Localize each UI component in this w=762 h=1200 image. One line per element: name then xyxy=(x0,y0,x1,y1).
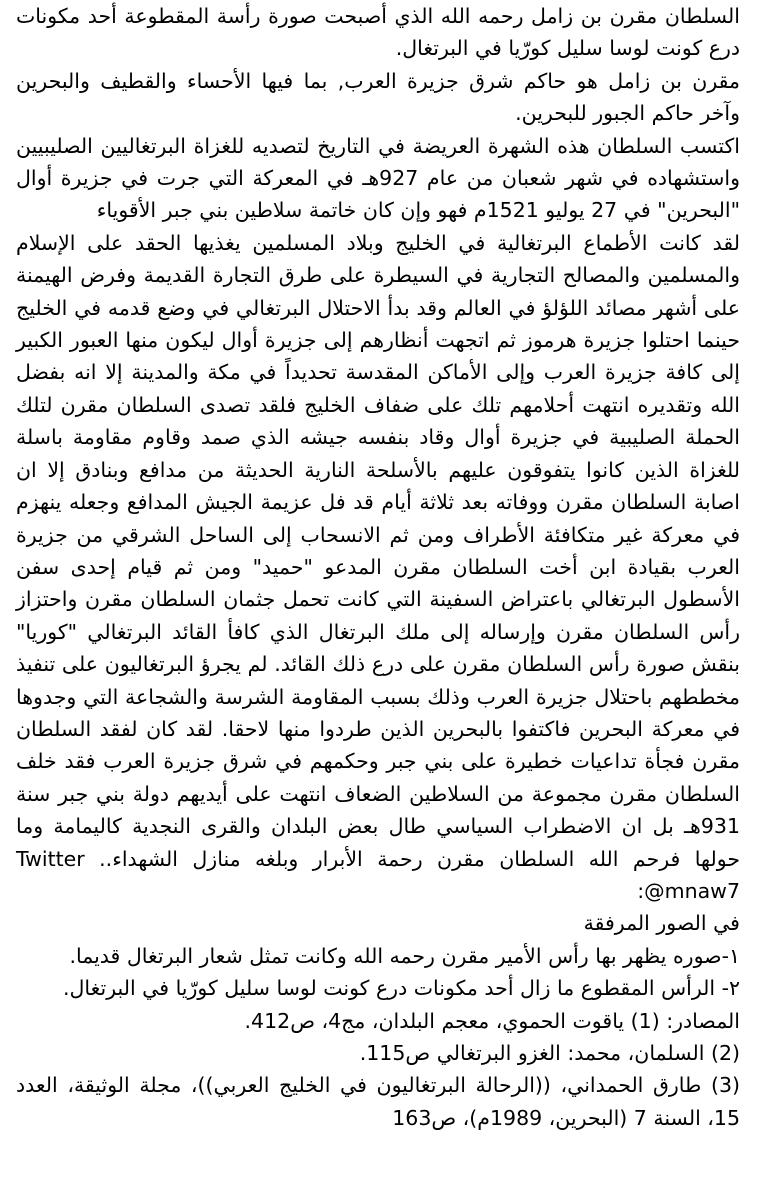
source-1: المصادر: (1) ياقوت الحموي، معجم البلدان، مج4، ص412. xyxy=(244,1008,740,1033)
history-text: لقد كانت الأطماع البرتغالية في الخليج وبلاد المسلمين يغذيها الحقد على الإسلام والمسلمين والمصالح التجارية في السيطرة على طرق التجارة القديمة وفرض الهيمنة على أشهر مصائد اللؤلؤ في العالم وقد بدأ الاحتلال البرتغالي في وضع قدمه في الخليج حينما احتلوا جزيرة هرموز ثم اتجهت أنظارهم إلى جزيرة أوال ليكون منها العبور الكبير إلى كافة جزيرة العرب وإلى الأماكن المقدسة تحديداً في مكة والمدينة إلا انه بفضل الله وتقديره انتهت أحلامهم تلك على ضفاف الخليج فلقد تصدى السلطان مقرن لتلك الحملة الصليبية في جزيرة أوال وقاد بنفسه جيشه الذي صمد وقاوم مقاومة باسلة للغزاة الذين كانوا يتفوقون عليهم بالأسلحة النارية الحديثة من مدافع وبنادق إلا ان اصابة السلطان مقرن ووفاته بعد ثلاثة أيام قد فل عزيمة الجيش المدافع وجعله ينهزم في معركة غير متكافئة الأطراف ومن ثم الانسحاب إلى الساحل الشرقي من جزيرة العرب بقيادة ابن أخت السلطان مقرن المدعو "حميد" ومن ثم قيام إحدى سفن الأسطول البرتغالي باعتراض السفينة التي كانت تحمل جثمان السلطان مقرن واحتزاز رأس السلطان مقرن وإرساله إلى ملك البرتغال الذي كافأ القائد البرتغالي "كوريا" بنقش صورة رأس السلطان مقرن على درع ذلك القائد. لم يجرؤ البرتغاليون على تنفيذ مخططهم باحتلال جزيرة العرب وذلك بسبب المقاومة الشرسة والشجاعة التي وجدوها في معركة البحرين فاكتفوا بالبحرين الذين طردوا منها لاحقا. لقد كان لفقد السلطان مقرن فجأة تداعيات خطيرة على بني جبر وحكمهم في شرق جزيرة العرب فقد خلف السلطان مقرن مجموعة من السلاطين الضعاف انتهت على أيديهم دولة بني جبر سنة 931هـ بل ان الاضطراب السياسي طال بعض البلدان والقرى النجدية كاليمامة وما حولها فرحم الله السلطان مقرن رحمة الأبرار وبلغه منازل الشهداء.. xyxy=(16,230,740,871)
paragraph-history xyxy=(16,227,740,908)
image-caption-1: ١-صوره يظهر بها رأس الأمير مقرن رحمه الله وكانت تمثل شعار البرتغال قديما. xyxy=(69,943,740,968)
image-caption-2: ٢- الرأس المقطوع ما زال أحد مكونات درع كونت لوسا سليل كورّيا في البرتغال. xyxy=(62,976,740,1001)
source-3: (3) طارق الحمداني، ((الرحالة البرتغاليون في الخليج العربي))، مجلة الوثيقة، العدد 15، السنة 7 (البحرين، 1989م)، ص163 xyxy=(16,1073,740,1130)
attached-images-heading: في الصور المرفقة xyxy=(583,911,740,936)
twitter-handle: Twitter :@mnaw7 xyxy=(16,846,740,903)
paragraph-fame: اكتسب السلطان هذه الشهرة العريضة في التاريخ لتصديه للغزاة البرتغاليين الصليبيين واستشهاده في شهر شعبان من عام 927هـ في المعركة التي جرت في جزيرة أوال "البحرين" في 27 يوليو 1521م فهو وإن كان خاتمة سلاطين بني جبر الأقوياء xyxy=(16,133,741,223)
source-2: (2) السلمان، محمد: الغزو البرتغالي ص115. xyxy=(359,1041,740,1065)
paragraph-ruler: مقرن بن زامل هو حاكم شرق جزيرة العرب, بما فيها الأحساء والقطيف والبحرين وآخر حاكم الجبور للبحرين. xyxy=(16,68,740,126)
paragraph-intro: السلطان مقرن بن زامل رحمه الله الذي أصبحت صورة رأسة المقطوعة أحد مكونات درع كونت لوسا سليل كورّيا في البرتغال. xyxy=(16,4,740,61)
